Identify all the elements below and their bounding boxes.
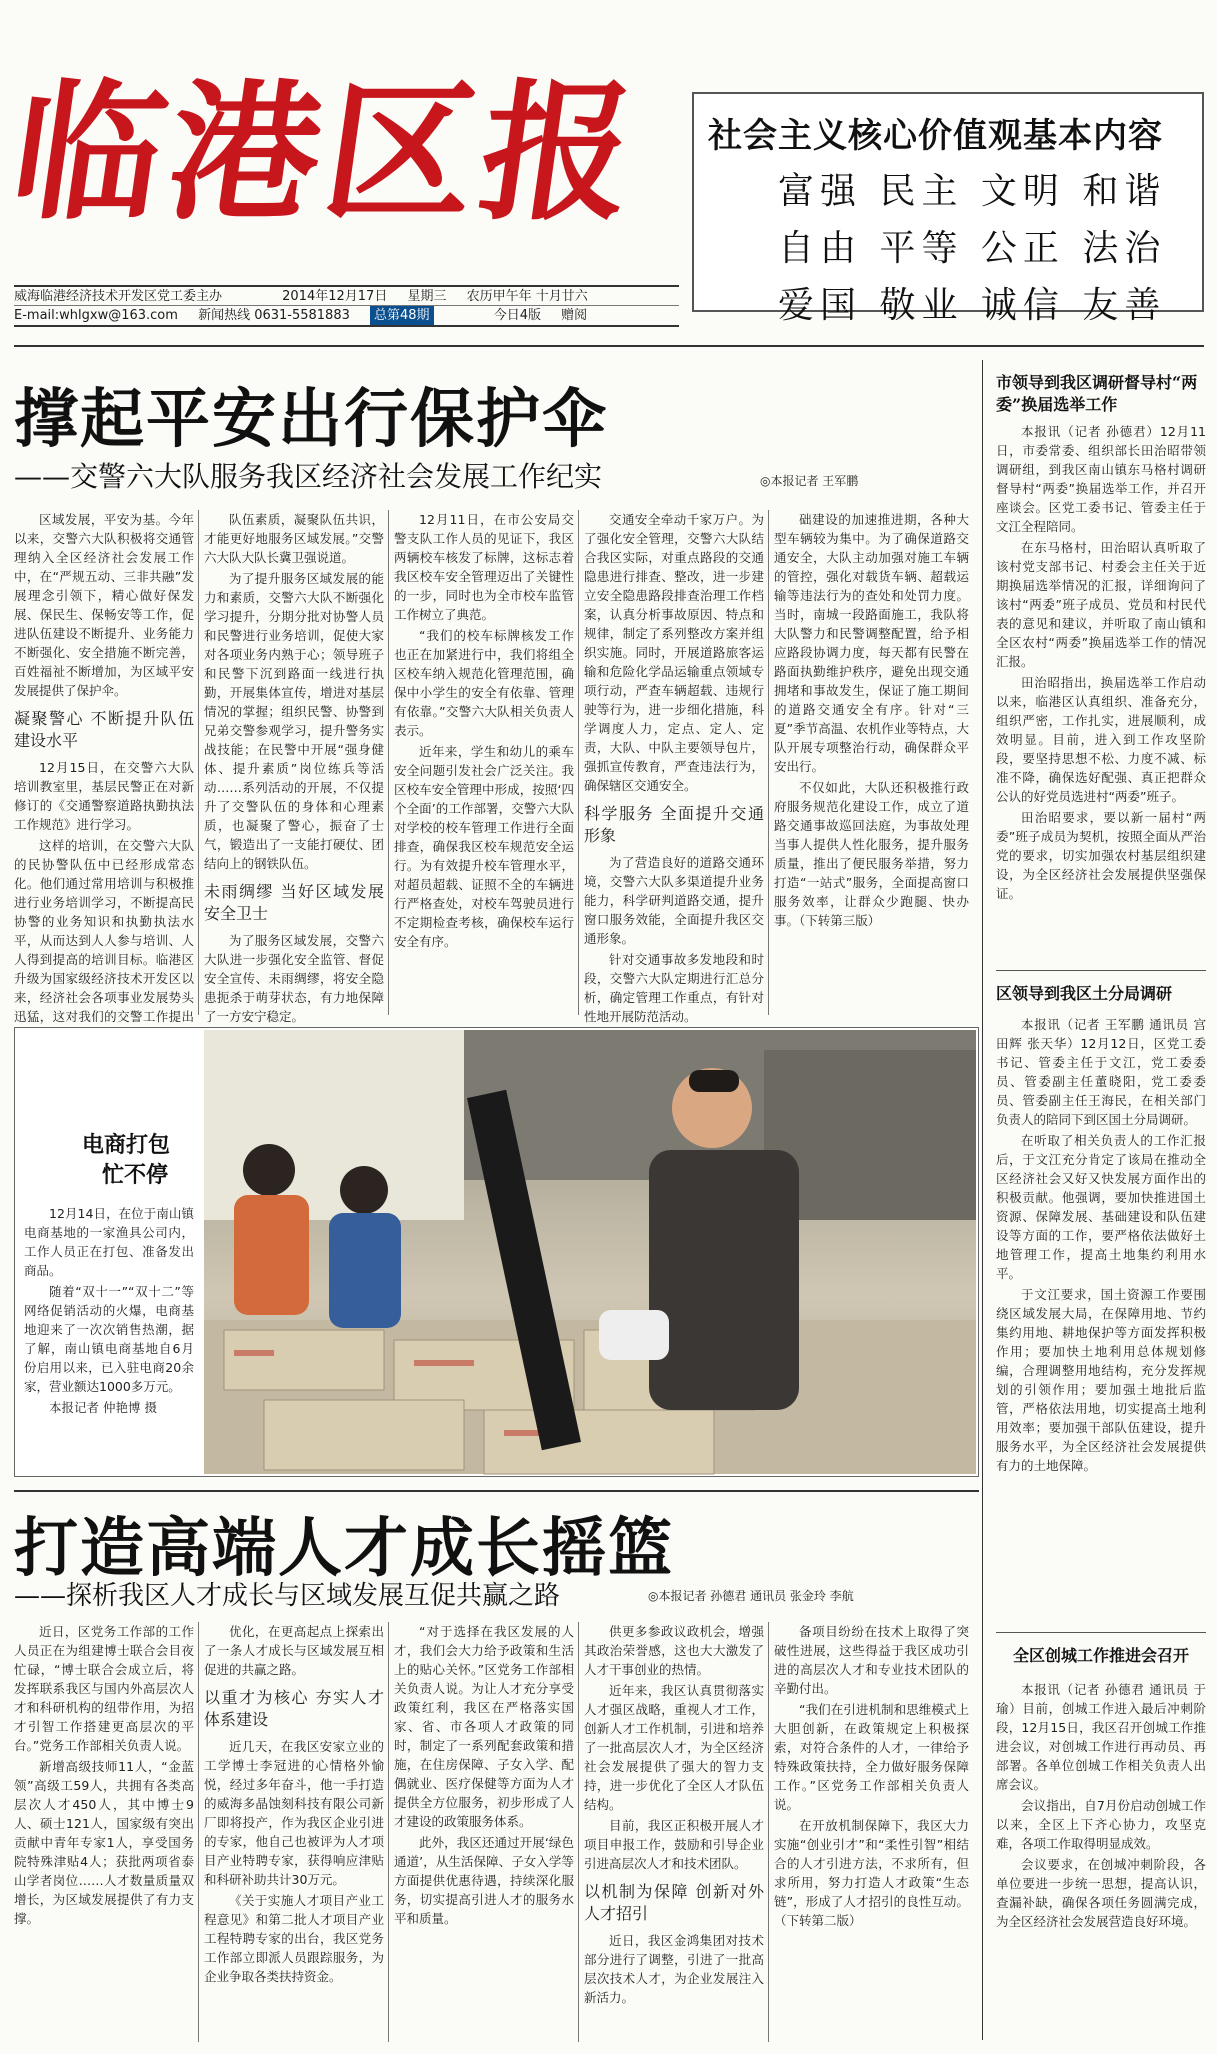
paragraph: “我们的校车标牌核发工作也正在加紧进行中，我们将组全区校车纳入规范化管理范围，确保中小学生的安全有依靠、管理有依靠。”交警六大队相关负责人表示。 — [394, 628, 574, 738]
photo-caption — [24, 1130, 194, 1419]
paragraph: 备项目纷纷在技术上取得了突破性进展，这些得益于我区成功引进的高层次人才和专业技术团队的辛勤付出。 — [774, 1624, 969, 1696]
paragraph: 近年来，学生和幼儿的乘车安全问题引发社会广泛关注。我区校车安全管理中形成，按照‘四个全面’的工作部署，交警六大队对学校的校车管理工作进行全面排查，确保我区校车规范安全运行。为有效提升校车管理水平，对超员超载、证照不全的车辆进行严格查处，对校车驾驶员进行不定期检查考核，确保校车运行安全有序。 — [394, 744, 574, 949]
second-column-2 — [204, 1622, 384, 2042]
core-values-row: 爱国 敬业 诚信 友善 — [778, 285, 1167, 326]
core-values-row: 自由 平等 公正 法治 — [778, 228, 1167, 269]
email: E-mail:whlgxw@163.com — [14, 308, 178, 323]
sidebar-article-2 — [996, 1015, 1206, 1620]
second-column-1 — [14, 1622, 194, 2042]
masthead-title: 临港区报 — [1, 65, 651, 241]
paragraph: 队伍素质，凝聚队伍共识，才能更好地服务区域发展。”交警六大队大队长冀卫强说道。 — [204, 512, 384, 565]
lead-subhead: ——交警六大队服务我区经济社会发展工作纪实 — [14, 460, 603, 493]
paragraph: 本报讯（记者 孙德君）12月11日，市委常委、组织部长田治昭带领调研组，到我区南山镇东马格村调研督导村“两委”换届选举工作，并召开座谈会。区党工委书记、管委主任于文江全程陪同。 — [996, 424, 1206, 534]
warehouse-photo — [204, 1030, 976, 1474]
section-heading: 未雨绸缪 当好区域发展安全卫士 — [204, 882, 384, 923]
paragraph: 目前，我区正积极开展人才项目申报工作，鼓励和引导企业引进高层次人才和技术团队。 — [584, 1818, 764, 1871]
paragraph: 交通安全牵动千家万户。为了强化安全管理，交警六大队结合我区实际，对重点路段的交通隐患进行排查、整改，进一步建立安全隐患路段排查治理工作档案，认真分析事故原因、特点和规律，制定了系列整改方案并组织实施。同时，开展道路旅客运输和危险化学品运输重点领域专项行动，严查车辆超载、违规行驶等行为，进一步细化措施，科学调度人力，定点、定人、定责，大队、中队主要领导包片，强抓宣传教育，严查违法行为，确保辖区交通安全。 — [584, 512, 764, 793]
paragraph: 为了提升服务区域发展的能力和素质，交警六大队不断强化学习提升，分期分批对协警人员和民警进行业务培训，促使大家对各项业务内熟于心；领导班子和民警下沉到路面一线进行执勤，开展集体宣传，增进对基层情况的掌握；组织民警、协警到兄弟交警参观学习，提升警务实战技能；在民警中开展“强身健体、提升素质”岗位练兵等活动……系列活动的开展，不仅提升了交警队伍的身体和心理素质，也凝聚了警心，振奋了士气，锻造出了一支能打硬仗、团结向上的钢铁队伍。 — [204, 571, 384, 871]
paragraph: 田治昭要求，要以新一届村“两委”班子成员为契机，按照全面从严治党的要求，切实加强农村基层组织建设，为全区经济社会发展提供坚强保证。 — [996, 810, 1206, 901]
paragraph: 供更多参政议政机会，增强其政治荣誉感，这也大大激发了人才干事创业的热情。 — [584, 1624, 764, 1677]
paragraph: 在开放机制保障下，我区大力实施“创业引才”和“柔性引智”相结合的人才引进方法，不求所有，但求所用，努力打造人才政策“生态链”，形成了人才招引的良性互动。（下转第二版） — [774, 1818, 969, 1928]
section-heading: 科学服务 全面提升交通形象 — [584, 804, 764, 845]
lead-column-4 — [584, 510, 764, 1024]
paragraph: 不仅如此，大队还积极推行政府服务规范化建设工作，成立了道路交通事故巡回法庭，为事故处理当事人提供人性化服务，提升服务质量，推出了便民服务举措，努力打造“一站式”服务，全面提高窗口服务效率，让群众少跑腿、快办事。（下转第三版） — [774, 780, 969, 928]
second-subhead: ——探析我区人才成长与区域发展互促共赢之路 — [14, 1581, 561, 1611]
masthead-logo — [1, 65, 679, 278]
issue-number: 总第48期 — [370, 306, 434, 325]
sidebar-headline: 区领导到我区土分局调研 — [996, 984, 1173, 1003]
lunar-date: 农历甲午年 十月廿六 — [466, 289, 588, 304]
core-values-box — [692, 92, 1204, 326]
sidebar-headline: 市领导到我区调研督导村“两委”换届选举工作 — [996, 373, 1198, 414]
caption-text — [24, 1204, 194, 1417]
second-column-5 — [774, 1622, 969, 2042]
core-values-row: 富强 民主 文明 和谐 — [778, 171, 1167, 212]
news-hotline: 新闻热线 0631-5581883 — [198, 308, 350, 323]
paragraph: 在听取了相关负责人的工作汇报后，于文江充分肯定了该局在推动全区经济社会又好又快发展方面作出的积极贡献。他强调，要加快推进国土资源、保障发展、基础建设和队伍建设等方面的工作，要严格依法做好土地管理工作，提高土地集约利用水平。 — [996, 1133, 1206, 1281]
paragraph: 随着“双十一”“双十二”等网络促销活动的火爆，电商基地迎来了一次次销售热潮，据了解，南山镇电商基地自6月份启用以来，已入驻电商20余家，营业额达1000多万元。 — [24, 1284, 194, 1394]
paragraph: 础建设的加速推进期，各种大型车辆较为集中。为了确保道路交通安全，大队主动加强对施工车辆的管控，强化对载货车辆、超载运输等违法行为的查处和处罚力度。当时，南城一段路面施工，我队将大队警力和民警调整配置，给予相应路段协调力度，每天都有民警在路面执勤维护秩序，避免出现交通拥堵和事故发生，保证了施工期间的道路交通安全有序。针对“三夏”季节高温、农机作业等特点，大队开展专项整治行动，确保群众平安出行。 — [774, 512, 969, 774]
second-headline: 打造高端人才成长摇篮 — [14, 1511, 674, 1586]
lead-column-5 — [774, 510, 969, 1015]
paragraph: 会议要求，在创城冲刺阶段，各单位要进一步统一思想，提高认识，查漏补缺，确保各项任务圆满完成，为全区经济社会发展营造良好环境。 — [996, 1857, 1206, 1929]
lead-column-2 — [204, 510, 384, 1024]
sidebar-article-1 — [996, 422, 1206, 957]
second-column-4 — [584, 1622, 764, 2042]
photo-credit: 本报记者 仲艳博 摄 — [49, 1400, 157, 1415]
paragraph: “对于选择在我区发展的人才，我们会大力给予政策和生活上的贴心关怀。”区党务工作部相关负责人说。为让人才充分享受政策红利，我区在严格落实国家、省、市各项人才政策的同时，制定了一系列配套政策和措施，在住房保障、子女入学、配偶就业、医疗保健等方面为人才提供全方位服务，初步形成了人才建设的政策服务体系。 — [394, 1624, 574, 1829]
warehouse-photo-illustration — [204, 1030, 976, 1474]
paragraph: 为了服务区域发展，交警六大队进一步强化安全监管、督促安全宣传、未雨绸缪，将安全隐患扼杀于萌芽状态，有力地保障了一方安宁稳定。 — [204, 933, 384, 1024]
paragraph: 在东马格村，田治昭认真听取了该村党支部书记、村委会主任关于近期换届选举情况的汇报，详细询问了该村“两委”班子成员、党员和村民代表的意见和建议，并听取了南山镇和全区农村“两委”换届选举工作的情况汇报。 — [996, 540, 1206, 669]
caption-title: 忙不停 — [102, 1162, 169, 1188]
paragraph: 区域发展，平安为基。今年以来，交警六大队积极将交通管理纳入全区经济社会发展工作中，在“严规五动、三非共融”发展理念引领下，精心做好保发展、保民生、保畅安等工作，促进队伍建设不断提升、业务能力不断强化、安全措施不断完善，百姓福祉不断增加，为区域平安发展提供了保护伞。 — [14, 512, 194, 698]
paragraph: 这样的培训，在交警六大队的民协警队伍中已经形成常态化。他们通过常用培训与积极推进行业务培训学习，不断提高民协警的业务知识和执勤执法水平，从而达到人人参与培训、人人得到提高的培训目标。临港区升级为国家级经济技术开发区以来，经济社会各项事业发展势头迅猛，这对我们的交警工作提出 — [14, 838, 194, 1024]
paragraph: 田治昭指出，换届选举工作启动以来，临港区认真组织、准备充分，组织严密，工作扎实，进展顺利，成效明显。目前，进入到工作攻坚阶段，要坚持思想不松、力度不减、标准不降，确保选好配强、真正把群众公认的好党员选进村“两委”班子。 — [996, 675, 1206, 804]
weekday: 星期三 — [407, 289, 447, 304]
second-byline: ◎本报记者 孙德君 通讯员 张金玲 李航 — [648, 1589, 854, 1603]
free-copy: 赠阅 — [561, 308, 588, 323]
issue-date: 2014年12月17日 — [282, 289, 388, 304]
paragraph: 近几天，在我区安家立业的工学博士李冠进的心情格外愉悦，经过多年奋斗，他一手打造的威海多晶蚀刻科技有限公司新厂即将投产，作为我区企业引进的专家，他自己也被评为人才项目产业特聘专家，获得响应津贴和科研补助共计30万元。 — [204, 1739, 384, 1887]
paragraph: 针对交通事故多发地段和时段，交警六大队定期进行汇总分析，确定管理工作重点，有针对性地开展防范活动。 — [584, 952, 764, 1024]
paragraph: 为了营造良好的道路交通环境，交警六大队多渠道提升业务能力，科学研判道路交通，提升窗口服务效能，全面提升我区交通形象。 — [584, 855, 764, 946]
paragraph: 《关于实施人才项目产业工程意见》和第二批人才项目产业工程特聘专家的出台，我区党务工作部立即派人员跟踪服务，为企业争取各类扶持资金。 — [204, 1893, 384, 1984]
paragraph: 近日，我区金鸿集团对技术部分进行了调整，引进了一批高层次技术人才，为企业发展注入新活力。 — [584, 1933, 764, 2005]
section-heading: 凝聚警心 不断提升队伍建设水平 — [14, 709, 194, 750]
paragraph: 12月11日，在市公安局交警支队工作人员的见证下，我区两辆校车核发了标牌，这标志着我区校车安全管理迈出了关键性的一步，同时也为全市校车监管工作树立了典范。 — [394, 512, 574, 622]
paragraph: 近年来，我区认真贯彻落实人才强区战略，重视人才工作，创新人才工作机制，引进和培养了一批高层次人才，为全区经济社会发展提供了强大的智力支持，进一步优化了全区人才队伍结构。 — [584, 1683, 764, 1812]
lead-headline: 撑起平安出行保护伞 — [14, 382, 608, 457]
sidebar-headline: 全区创城工作推进会召开 — [1012, 1646, 1189, 1665]
lead-byline: ◎本报记者 王军鹏 — [760, 474, 859, 488]
caption-title: 电商打包 — [82, 1132, 171, 1158]
paragraph: 于文江要求，国土资源工作要围绕区域发展大局，在保障用地、节约集约用地、耕地保护等方面发挥积极作用；要加快土地利用总体规划修编，合理调整用地结构，充分发挥规划的引领作用；要加强土地批后监管，严格依法用地，切实提高土地利用效率；要加强干部队伍建设，提升服务水平，为全区经济社会发展提供有力的土地保障。 — [996, 1287, 1206, 1473]
paragraph: 新增高级技师11人，“金蓝领”高级工59人，共拥有各类高层次人才450人，其中博士9人、硕士121人，国家级有突出贡献中青年专家1人，享受国务院特殊津贴4人；获批两项省泰山学者岗位……人才数量质量双增长，为区域发展提供了有力支撑。 — [14, 1759, 194, 1926]
lead-column-3 — [394, 510, 574, 1015]
page-count: 今日4版 — [493, 308, 541, 323]
second-column-3 — [394, 1622, 574, 2042]
paragraph: 近日，区党务工作部的工作人员正在为组建博士联合会目夜忙碌，“博士联合会成立后，将发挥联系我区与国内外高层次人才和科研机构的纽带作用，为招才引智工作搭建更高层次的平台。”党务工作部相关负责人说。 — [14, 1624, 194, 1753]
lead-column-1 — [14, 510, 194, 1024]
section-heading: 以重才为核心 夯实人才体系建设 — [204, 1688, 384, 1729]
paragraph: 本报讯（记者 王军鹏 通讯员 宫田辉 张天华）12月12日，区党工委书记、管委主任于文江，党工委委员、管委副主任董晓阳，党工委委员、管委副主任王海民，在相关部门负责人的陪同下到区国土分局调研。 — [996, 1017, 1206, 1127]
paragraph: 12月14日，在位于南山镇电商基地的一家渔具公司内，工作人员正在打包、准备发出商品。 — [24, 1206, 194, 1278]
paragraph: “我们在引进机制和思维模式上大胆创新，在政策规定上积极探索，对符合条件的人才，一律给予特殊政策扶持，全力做好服务保障工作。”区党务工作部相关负责人说。 — [774, 1702, 969, 1812]
masthead-info-bar — [14, 285, 679, 327]
publisher: 威海临港经济技术开发区党工委主办 — [14, 289, 223, 304]
sidebar-article-3 — [996, 1680, 1206, 2045]
paragraph: 12月15日，在交警六大队培训教室里，基层民警正在对新修订的《交通警察道路执勤执法工作规范》进行学习。 — [14, 760, 194, 832]
paragraph: 优化，在更高起点上探索出了一条人才成长与区域发展互相促进的共赢之路。 — [204, 1624, 384, 1677]
paragraph: 此外，我区还通过开展‘绿色通道’，从生活保障、子女入学等方面提供优惠待遇，持续深化服务，切实提高引进人才的服务水平和质量。 — [394, 1835, 574, 1926]
paragraph: 本报讯（记者 孙德君 通讯员 于瑜）目前，创城工作进入最后冲刺阶段，12月15日，我区召开创城工作推进会议，对创城工作进行再动员、再部署。各单位创城工作相关负责人出席会议。 — [996, 1682, 1206, 1792]
core-values-title: 社会主义核心价值观基本内容 — [708, 116, 1163, 156]
paragraph: 会议指出，自7月份启动创城工作以来，全区上下齐心协力，攻坚克难，各项工作取得明显成效。 — [996, 1798, 1206, 1851]
section-heading: 以机制为保障 创新对外人才招引 — [584, 1882, 764, 1923]
